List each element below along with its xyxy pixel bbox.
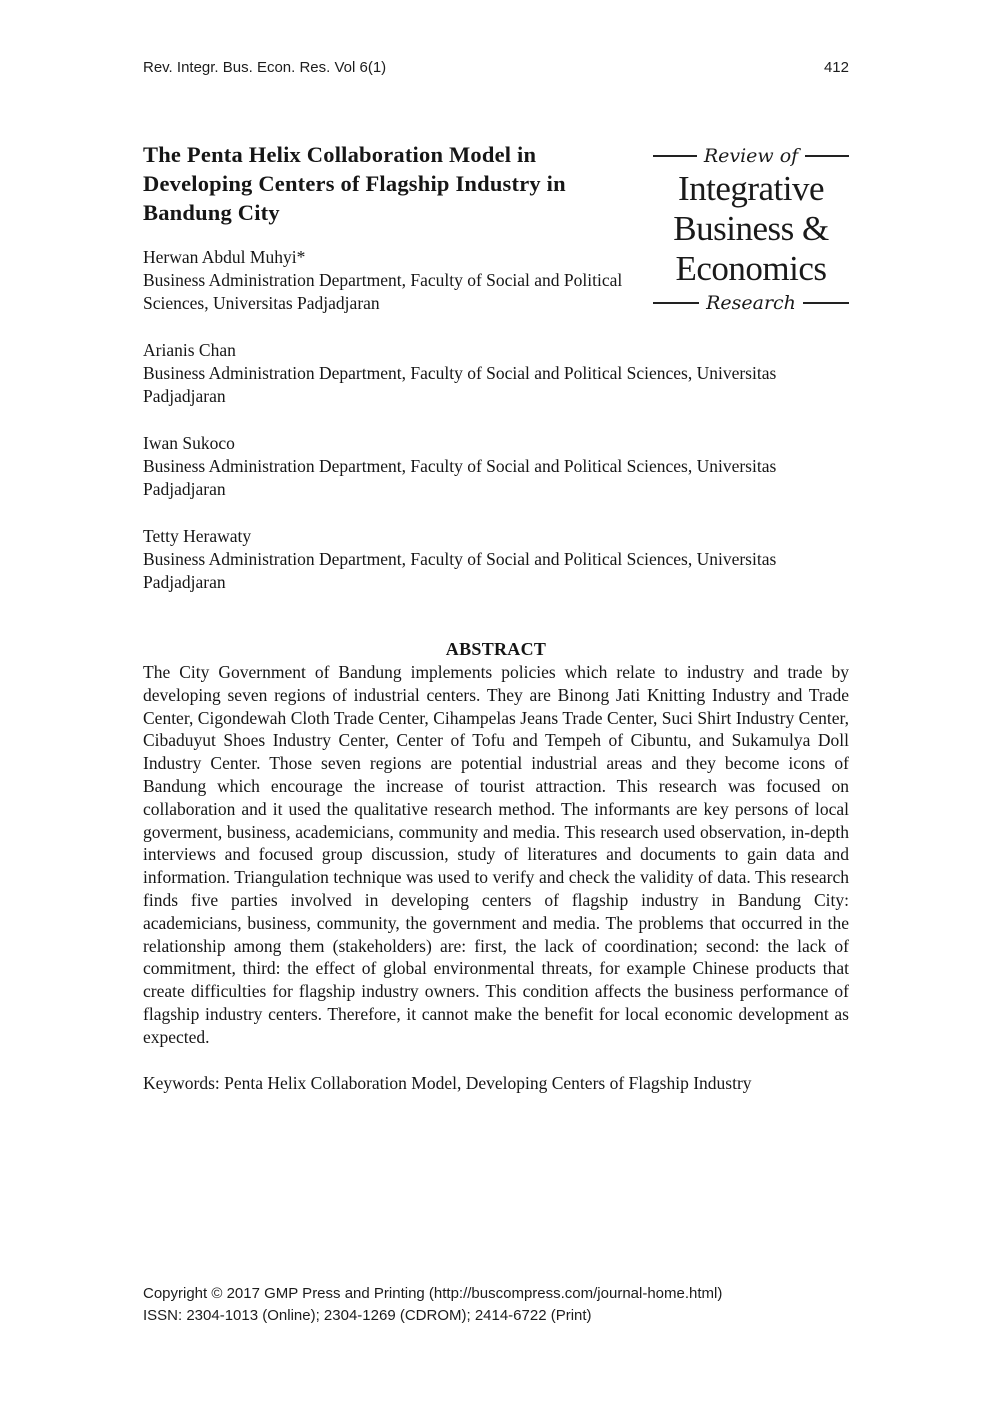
author-name: Iwan Sukoco <box>143 433 235 453</box>
title-row <box>143 140 849 315</box>
author-block <box>143 339 849 408</box>
author-block <box>143 525 849 594</box>
author-block <box>143 432 849 501</box>
copyright-line: Copyright © 2017 GMP Press and Printing (http://buscompress.com/journal-home.html) <box>143 1285 723 1302</box>
article-title-line: Bandung City <box>143 200 280 225</box>
journal-reference: Rev. Integr. Bus. Econ. Res. Vol 6(1) <box>143 59 387 76</box>
author-name: Herwan Abdul Muhyi* <box>143 247 306 267</box>
keywords-line: Keywords: Penta Helix Collaboration Model, Developing Centers of Flagship Industry <box>143 1072 752 1093</box>
logo-rule-line <box>805 155 849 157</box>
logo-rule-line <box>653 155 697 157</box>
logo-top-label: Review of <box>703 145 799 167</box>
title-column <box>143 140 648 315</box>
article-title-line: Developing Centers of Flagship Industry in <box>143 171 566 196</box>
issn-line: ISSN: 2304-1013 (Online); 2304-1269 (CDROM); 2414-6722 (Print) <box>143 1307 592 1324</box>
author-block <box>143 246 648 315</box>
logo-name-line: Business & <box>673 209 829 248</box>
article-title <box>143 140 648 227</box>
abstract-text: The City Government of Bandung implements policies which relate to industry and trade by developing seven regions of industrial centers. They are Binong Jati Knitting Industry and Trade Center, Cigondewah Cloth Trade Center, Cihampelas Jeans Trade Center, Suci Shirt Industry Center, Cibaduyut Shoes Industry Center, Center of Tofu and Tempeh of Cibuntu, and Sukamulya Doll Industry Center. Those seven regions are potential industrial areas and they become icons of Bandung which encourage the increase of tourist attraction. This research was focused on collaboration and it used the qualitative research method. The informants are key persons of local goverment, business, academicians, community and media. This research used observation, in-depth interviews and focused group discussion, study of literatures and documents to gain data and information. Triangulation technique was used to verify and check the validity of data. This research finds five parties involved in developing centers of flagship industry in Bandung City: academicians, business, community, the government and media. The problems that occurred in the relationship among them (stakeholders) are: first, the lack of coordination; second: the lack of commitment, third: the effect of global environmental threats, for example Chinese products that create difficulties for flagship industry owners. This condition affects the business performance of flagship industry centers. Therefore, it cannot make the benefit for local economic development as expected. <box>143 662 849 1047</box>
author-name: Arianis Chan <box>143 340 236 360</box>
author-name: Tetty Herawaty <box>143 526 252 546</box>
logo-rule-line <box>653 302 699 304</box>
logo-bottom-row <box>653 291 849 315</box>
author-affiliation: Business Administration Department, Faculty of Social and Political Sciences, Universitas Padjadjaran <box>143 456 777 499</box>
logo-name-line: Integrative <box>677 169 825 208</box>
page-content <box>143 0 849 1095</box>
author-affiliation: Business Administration Department, Faculty of Social and Political Sciences, Universitas Padjadjaran <box>143 549 777 592</box>
abstract-heading: ABSTRACT <box>445 639 547 659</box>
page-number: 412 <box>823 59 849 76</box>
article-title-line: The Penta Helix Collaboration Model in <box>143 142 537 167</box>
logo-journal-name <box>653 169 849 289</box>
logo-name-line: Economics <box>675 249 827 288</box>
author-affiliation: Business Administration Department, Faculty of Social and Political Sciences, Universitas Padjadjaran <box>143 363 777 406</box>
logo-rule-line <box>803 302 849 304</box>
author-affiliation: Business Administration Department, Faculty of Social and Political Sciences, Universitas Padjadjaran <box>143 270 623 313</box>
logo-bottom-label: Research <box>706 292 796 314</box>
logo-top-row <box>653 144 849 168</box>
running-header <box>143 58 849 78</box>
journal-logo <box>653 144 849 315</box>
page-footer <box>143 1283 883 1327</box>
